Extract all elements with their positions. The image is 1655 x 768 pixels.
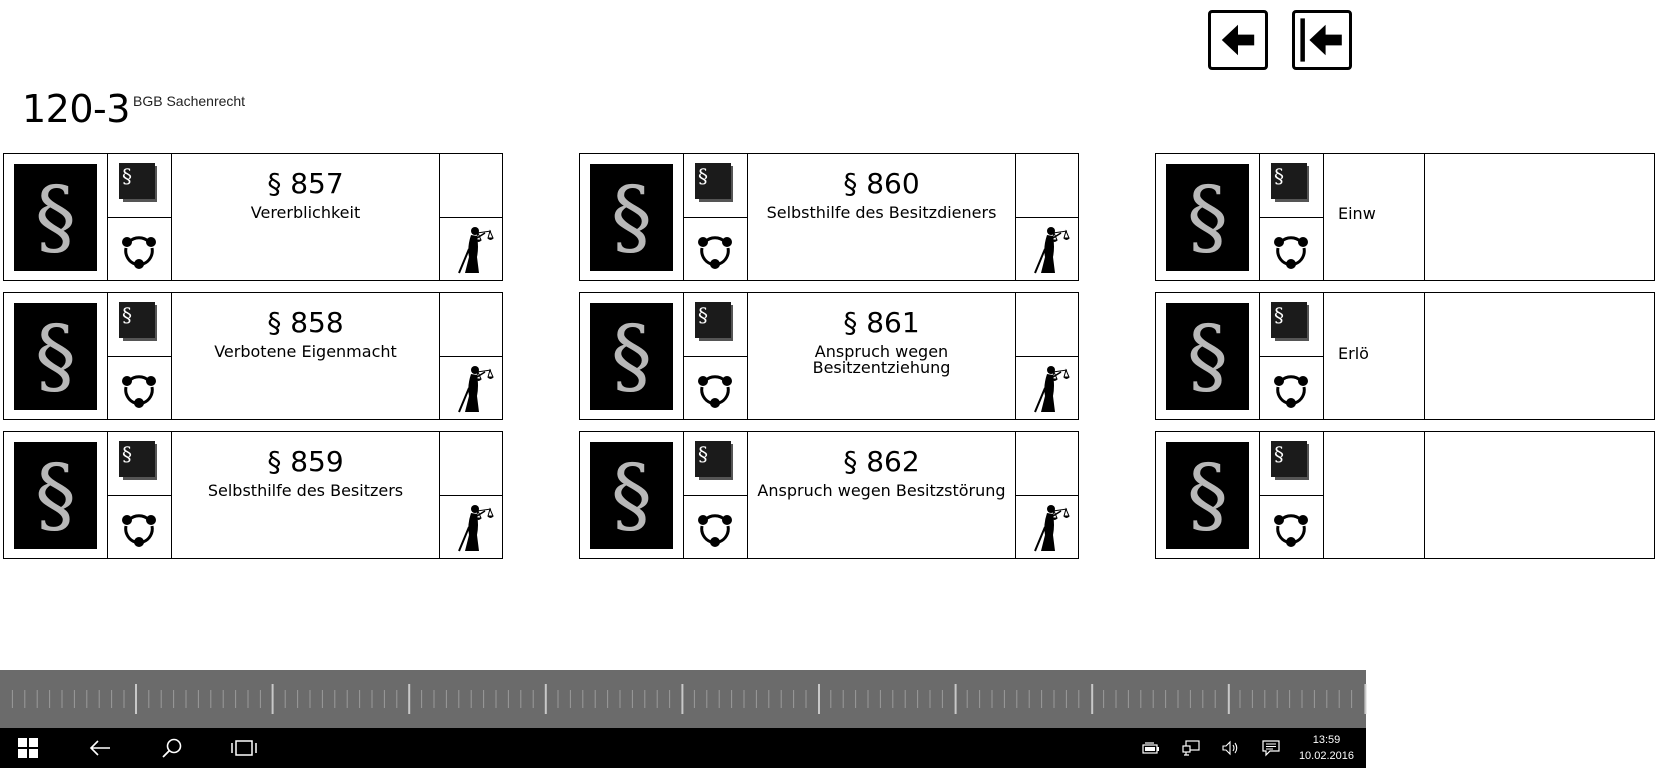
justitia-button[interactable] xyxy=(1015,217,1078,280)
law-book-icon: § xyxy=(1271,163,1311,205)
section-title: BGB Sachenrecht xyxy=(133,93,246,109)
law-book-button[interactable] xyxy=(107,154,172,218)
connection-icon xyxy=(695,369,735,409)
law-book-icon: § xyxy=(119,302,159,344)
paragraph-title: Verbotene Eigenmacht xyxy=(214,342,397,361)
law-book-icon: § xyxy=(1271,441,1311,483)
law-book-button[interactable] xyxy=(1259,432,1324,496)
justitia-icon xyxy=(455,223,495,275)
paragraph-glyph: § xyxy=(35,309,76,404)
paragraph-glyph: § xyxy=(611,170,652,265)
justitia-icon xyxy=(455,362,495,414)
paragraph-number: § 861 xyxy=(843,306,920,339)
law-card[interactable] xyxy=(3,153,503,281)
law-book-icon: § xyxy=(695,163,735,205)
connection-icon xyxy=(1271,508,1311,548)
paragraph-number: § 859 xyxy=(267,445,344,478)
connection-button[interactable] xyxy=(1259,356,1324,419)
paragraph-sign-icon xyxy=(580,293,684,419)
connection-icon xyxy=(1271,369,1311,409)
card-content xyxy=(172,432,440,558)
card-content xyxy=(748,154,1016,280)
back-button[interactable] xyxy=(1208,10,1268,70)
paragraph-glyph: § xyxy=(611,309,652,404)
connection-icon xyxy=(695,230,735,270)
empty-cell xyxy=(439,293,502,357)
paragraph-sign-icon xyxy=(1156,432,1260,558)
law-book-button[interactable] xyxy=(683,432,748,496)
paragraph-sign-icon xyxy=(580,432,684,558)
paragraph-title: Selbsthilfe des Besitzdieners xyxy=(766,203,997,222)
notification-icon[interactable] xyxy=(1260,728,1282,768)
justitia-button[interactable] xyxy=(439,356,502,419)
paragraph-number: § 860 xyxy=(843,167,920,200)
paragraph-glyph: § xyxy=(35,448,76,543)
law-card[interactable] xyxy=(579,292,1079,420)
paragraph-title: Anspruch wegen Besitzentziehung xyxy=(812,342,951,377)
card-content xyxy=(1324,432,1425,558)
connection-icon xyxy=(119,230,159,270)
paragraph-number: § 862 xyxy=(843,445,920,478)
law-book-button[interactable] xyxy=(683,154,748,218)
justitia-icon xyxy=(1031,362,1071,414)
law-book-button[interactable] xyxy=(107,293,172,357)
connection-button[interactable] xyxy=(107,217,172,280)
connection-icon xyxy=(695,508,735,548)
horizontal-scroll-ruler[interactable] xyxy=(0,670,1366,728)
justitia-button[interactable] xyxy=(439,495,502,558)
windows-start-icon[interactable] xyxy=(8,728,48,768)
law-card[interactable] xyxy=(579,431,1079,559)
justitia-icon xyxy=(1031,501,1071,553)
law-card[interactable] xyxy=(1155,431,1655,559)
paragraph-sign-icon xyxy=(4,432,108,558)
clock[interactable] xyxy=(1299,732,1354,764)
card-content xyxy=(748,293,1016,419)
empty-cell xyxy=(439,154,502,218)
arrow-left-icon xyxy=(1211,13,1265,67)
search-icon[interactable] xyxy=(152,728,192,768)
paragraph-title: Einw xyxy=(1338,204,1376,223)
clock-time: 13:59 xyxy=(1312,734,1341,746)
empty-cell xyxy=(439,432,502,496)
card-content xyxy=(172,293,440,419)
first-page-button[interactable] xyxy=(1292,10,1352,70)
law-book-button[interactable] xyxy=(683,293,748,357)
ruler-ticks xyxy=(0,670,1366,728)
paragraph-number: § 857 xyxy=(267,167,344,200)
paragraph-title: Selbsthilfe des Besitzers xyxy=(207,481,404,500)
paragraph-glyph: § xyxy=(1187,448,1228,543)
paragraph-glyph: § xyxy=(35,170,76,265)
taskbar xyxy=(0,728,1366,768)
connection-icon xyxy=(1271,230,1311,270)
arrow-to-start-icon xyxy=(1295,13,1349,67)
back-arrow-icon[interactable] xyxy=(80,728,120,768)
connection-button[interactable] xyxy=(107,495,172,558)
connection-icon xyxy=(119,508,159,548)
paragraph-number: § 858 xyxy=(267,306,344,339)
law-card[interactable] xyxy=(579,153,1079,281)
law-card[interactable] xyxy=(3,292,503,420)
justitia-icon xyxy=(1031,223,1071,275)
task-view-icon[interactable] xyxy=(224,728,264,768)
law-book-icon: § xyxy=(695,302,735,344)
paragraph-sign-icon xyxy=(580,154,684,280)
card-content xyxy=(1324,293,1425,419)
battery-icon[interactable] xyxy=(1140,728,1162,768)
justitia-button[interactable] xyxy=(439,217,502,280)
paragraph-sign-icon xyxy=(1156,293,1260,419)
connection-button[interactable] xyxy=(683,495,748,558)
empty-cell xyxy=(1015,154,1078,218)
paragraph-glyph: § xyxy=(1187,309,1228,404)
connection-button[interactable] xyxy=(683,356,748,419)
law-book-button[interactable] xyxy=(1259,293,1324,357)
connection-button[interactable] xyxy=(1259,495,1324,558)
law-book-icon: § xyxy=(695,441,735,483)
section-number: 120-3 xyxy=(22,87,130,131)
card-content xyxy=(172,154,440,280)
justitia-button[interactable] xyxy=(1015,356,1078,419)
law-card[interactable] xyxy=(1155,292,1655,420)
connection-icon xyxy=(119,369,159,409)
clock-date: 10.02.2016 xyxy=(1298,750,1354,762)
connection-button[interactable] xyxy=(683,217,748,280)
paragraph-title: Anspruch wegen Besitzstörung xyxy=(757,481,1006,500)
law-book-icon: § xyxy=(1271,302,1311,344)
paragraph-glyph: § xyxy=(1187,170,1228,265)
law-card[interactable] xyxy=(3,431,503,559)
network-icon[interactable] xyxy=(1180,728,1202,768)
law-book-icon: § xyxy=(119,441,159,483)
paragraph-title: Vererblichkeit xyxy=(250,203,361,222)
law-book-icon: § xyxy=(119,163,159,205)
law-card[interactable] xyxy=(1155,153,1655,281)
law-book-button[interactable] xyxy=(107,432,172,496)
empty-cell xyxy=(1015,432,1078,496)
card-content xyxy=(1324,154,1425,280)
connection-button[interactable] xyxy=(1259,217,1324,280)
justitia-icon xyxy=(455,501,495,553)
paragraph-sign-icon xyxy=(4,293,108,419)
card-content xyxy=(748,432,1016,558)
paragraph-sign-icon xyxy=(1156,154,1260,280)
law-book-button[interactable] xyxy=(1259,154,1324,218)
empty-cell xyxy=(1015,293,1078,357)
paragraph-sign-icon xyxy=(4,154,108,280)
connection-button[interactable] xyxy=(107,356,172,419)
volume-icon[interactable] xyxy=(1220,728,1242,768)
paragraph-title: Erlö xyxy=(1338,344,1369,363)
justitia-button[interactable] xyxy=(1015,495,1078,558)
paragraph-glyph: § xyxy=(611,448,652,543)
